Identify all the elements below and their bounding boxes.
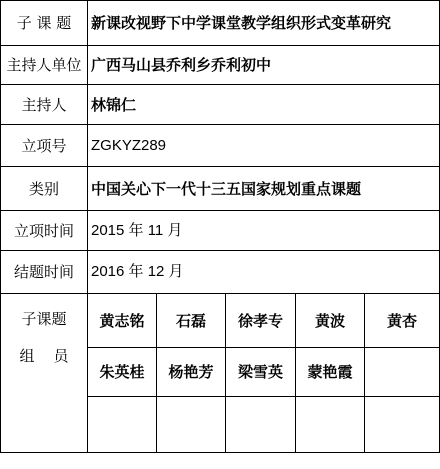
member-cell-empty — [296, 397, 364, 452]
label-category: 类别 — [28, 179, 59, 198]
member-cell: 杨艳芳 — [168, 363, 214, 381]
member-cell-empty — [88, 397, 156, 452]
member-cell — [365, 348, 439, 396]
member-cell: 黄志铭 — [99, 311, 145, 330]
label-host: 主持人 — [21, 95, 67, 114]
member-cell: 黄杏 — [386, 311, 417, 330]
value-subproject-title: 新课改视野下中学课堂教学组织形式变革研究 — [91, 14, 392, 32]
member-cell: 蒙艳霞 — [307, 363, 353, 381]
label-completion-date: 结题时间 — [13, 263, 74, 281]
member-cell: 徐孝专 — [237, 311, 283, 330]
value-category: 中国关心下一代十三五国家规划重点课题 — [91, 179, 362, 198]
member-cell: 黄波 — [314, 311, 345, 330]
value-host: 林锦仁 — [91, 95, 137, 114]
label-host-unit: 主持人单位 — [6, 56, 82, 74]
label-subproject: 子 课 题 — [16, 14, 72, 32]
member-cell-empty — [157, 397, 225, 452]
value-approval-date: 2015 年 11 月 — [91, 221, 183, 239]
label-members-line2: 组 员 — [19, 347, 69, 365]
member-cell: 朱英桂 — [99, 363, 145, 381]
table-border-bottom — [0, 452, 440, 453]
value-host-unit: 广西马山县乔利乡乔利初中 — [91, 56, 272, 74]
member-cell-empty — [226, 397, 295, 452]
member-cell-empty — [365, 397, 439, 452]
member-cell: 梁雪英 — [237, 363, 283, 381]
member-cell: 石磊 — [175, 311, 206, 330]
value-completion-date: 2016 年 12 月 — [91, 263, 184, 280]
label-approval-date: 立项时间 — [13, 221, 74, 240]
value-project-number: ZGKYZ289 — [91, 136, 167, 154]
label-members-line1: 子课题 — [21, 310, 67, 328]
label-project-number: 立项号 — [21, 136, 67, 155]
